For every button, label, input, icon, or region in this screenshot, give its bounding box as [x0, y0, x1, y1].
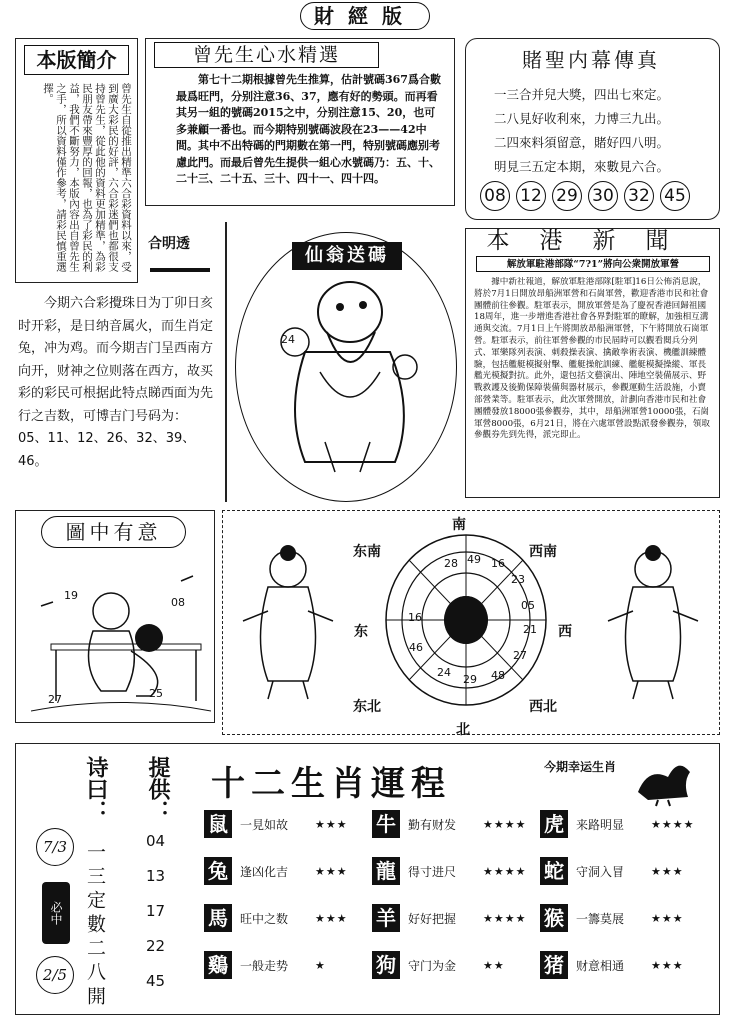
intro-title: 本版簡介	[24, 45, 129, 75]
analysis-text: 今期六合彩攪珠日为丁卯日亥时开彩，是日纳音属火，而生肖定兔，冲为鸡。而今期吉门呈西南方向开，财神之位则落在西方，故买彩的彩民可根据此特点睇西面为先行之吉数，可博吉门号码为：05、11、12、26、32、39、46。	[18, 296, 214, 469]
zodiac-stars: ★★★★	[483, 864, 527, 878]
news-box	[465, 228, 720, 498]
dir-se: 东南	[353, 544, 381, 560]
zodiac-stars: ★★	[483, 958, 505, 972]
news-title: 本港新聞	[486, 228, 699, 254]
provide-numbers	[146, 832, 181, 1007]
provide-label: 提供：	[145, 756, 170, 822]
xianweng-figure	[265, 272, 430, 482]
zodiac-fortune: 得寸进尺	[408, 864, 457, 879]
zodiac-sign: 馬	[204, 904, 232, 932]
secret-line: 二八見好收利來，力博三九出。	[494, 111, 670, 126]
dir-nw: 西北	[529, 699, 557, 715]
zodiac-fortune: 勤有财发	[408, 817, 457, 832]
dir-e: 东	[354, 624, 368, 640]
zodiac-sign: 狗	[372, 951, 400, 979]
bottom-box	[15, 743, 720, 1015]
zodiac-fortune: 好好把握	[408, 911, 457, 926]
zodiac-stars: ★★★	[651, 864, 684, 878]
lucky-label: 今期幸运生肖	[544, 760, 617, 774]
secret-box	[465, 38, 720, 220]
zodiac-sign: 羊	[372, 904, 400, 932]
number-ball: 08	[480, 181, 510, 211]
picture-title: 圖中有意	[41, 516, 186, 548]
zodiac-sign: 猴	[540, 904, 568, 932]
picture-number: 25	[149, 687, 163, 700]
zeng-box	[145, 38, 455, 206]
compass-number: 29	[463, 673, 477, 686]
zodiac-fortune: 财意相通	[576, 958, 625, 973]
dir-sw: 西南	[529, 544, 557, 560]
picture-number: 27	[48, 693, 62, 706]
zodiac-sign: 龍	[372, 857, 400, 885]
number-ball: 29	[552, 181, 582, 211]
provide-number: 45	[146, 972, 166, 990]
fortune-tag-mark	[150, 258, 210, 272]
compass-number: 48	[491, 669, 505, 682]
dir-w: 西	[558, 624, 572, 640]
zodiac-fortune: 一般走势	[240, 958, 289, 973]
zeng-title: 曾先生心水精選	[154, 42, 379, 68]
zodiac-sign: 鼠	[204, 810, 232, 838]
rooster-icon	[628, 752, 698, 807]
zodiac-sign: 鷄	[204, 951, 232, 979]
child-right	[603, 541, 703, 701]
zodiac-fortune: 来路明显	[576, 817, 625, 832]
child-left	[238, 541, 338, 701]
news-subtitle: 解放軍駐港部隊“7?1”將向公衆開放軍營	[476, 256, 710, 272]
fortune-tag: 合明透	[148, 236, 190, 252]
bubble-bottom: 2/5	[36, 956, 74, 994]
xianweng-number: 24	[281, 333, 295, 346]
zodiac-stars: ★★★★	[483, 911, 527, 925]
zodiac-stars: ★★★	[651, 958, 684, 972]
zodiac-stars: ★★★★	[483, 817, 527, 831]
intro-box	[15, 38, 138, 283]
provide-number: 22	[146, 937, 166, 955]
dir-s: 南	[452, 517, 466, 533]
bubble-top: 7/3	[36, 828, 74, 866]
zodiac-stars: ★	[315, 958, 326, 972]
zodiac-stars: ★★★	[651, 911, 684, 925]
zodiac-sign: 牛	[372, 810, 400, 838]
zodiac-fortune: 守洞入冒	[576, 864, 625, 879]
zodiac-stars: ★★★	[315, 817, 348, 831]
compass-number: 28	[444, 557, 458, 570]
zodiac-title: 十二生肖運程	[211, 764, 451, 804]
picture-number: 08	[171, 596, 185, 609]
secret-line: 一三合并兒大獎，四出七來定。	[494, 87, 670, 102]
zodiac-sign: 蛇	[540, 857, 568, 885]
provide-number: 13	[146, 867, 166, 885]
intro-text: 曾先生自從推出精準六合彩資料以來，受到廣大彩民的好評，六合彩迷們也都很支持曾先生，從此他的資料更加精準，為彩民朋友帶來豐厚的回報，也為了彩民的利益，我們不斷努力，本版內容出自曾先生之手，所以資料僅作參考，請彩民慎重選擇。	[42, 83, 132, 272]
poem-label: 诗曰：	[83, 756, 108, 822]
arrow-label: 必中	[42, 882, 70, 944]
zodiac-stars: ★★★	[315, 864, 348, 878]
compass-number: 24	[437, 666, 451, 679]
compass-number: 23	[511, 573, 525, 586]
compass-number: 05	[521, 599, 535, 612]
compass-number: 21	[523, 623, 537, 636]
secret-lines	[494, 83, 704, 179]
secret-title: 賭聖内幕傳真	[522, 48, 660, 72]
secret-line: 明見三五定本期，來數見六合。	[494, 159, 670, 174]
secret-balls	[480, 181, 715, 211]
dir-n: 北	[456, 722, 470, 738]
news-text: 據中新社報道，解放軍駐港部隊[駐軍]16日公佈消息說，將於7月1日開放昂船洲軍營和石崗軍營，歡迎香港市民和社會團體前往參觀。駐軍表示，開放軍營是為了慶祝香港回歸祖國18周年，進一步增進香港社會各界對駐軍的瞭解，加強相互溝通與交流。7月1日上午將開放昂船洲軍營，下午將開放石崗軍營。駐軍表示，前往軍營參觀的市民屆時可以觀看閱兵分列式、軍樂隊列表演、刺殺操表演、擒敵拳術表演、機艦訓練體驗，包括艦艇模擬射擊、艦艇操舵訓練、艦艇模擬操縱、軍長艦光模擬對抗。此外，還包括文藝演出、陣地空裝備展示、野戰救護及後勤保障裝備與器材展示，參觀運動生活設施，小賣部營業等。駐軍表示，此次軍營開放，計劃向香港市民和社會團體發放18000張參觀券，其中，昂船洲軍營10000張，石崗軍營8000張，6月21日，將在六處軍營設點派發參觀券，領取參觀券先到先得，派完即止。	[474, 277, 710, 441]
zeng-text: 第七十二期根據曾先生推算，估計號碼367爲合數最爲旺門，分别注意36、37，應有好的勢頭。而再看其另一組的號碼2015之中，分别注意15、20，也可多兼顧一番也。而今期特别號碼波段在23——42中間。其中不出特碼的門期數在第一門，特别號碼應别考慮此門。而最后曾先生提供一組心水號碼乃：五、十、二十三、二十五、三十、四十一、四十四。	[176, 73, 441, 185]
zodiac-fortune: 一見如故	[240, 817, 289, 832]
compass-number: 46	[409, 641, 423, 654]
masthead-title: 財經版	[300, 2, 430, 30]
dir-ne: 东北	[353, 699, 381, 715]
number-ball: 32	[624, 181, 654, 211]
xianweng-title: 仙翁送碼	[292, 242, 402, 270]
number-ball: 45	[660, 181, 690, 211]
picture-box	[15, 510, 215, 723]
provide-number: 17	[146, 902, 166, 920]
secret-line: 二四來料須留意，賭好四八明。	[494, 135, 670, 150]
compass-box	[222, 510, 720, 738]
compass-number: 16	[408, 611, 422, 624]
zodiac-sign: 虎	[540, 810, 568, 838]
zodiac-fortune: 旺中之数	[240, 911, 289, 926]
zodiac-sign: 兔	[204, 857, 232, 885]
picture-number: 19	[64, 589, 78, 602]
zodiac-stars: ★★★	[315, 911, 348, 925]
zodiac-fortune: 逢凶化吉	[240, 864, 289, 879]
zodiac-stars: ★★★★	[651, 817, 695, 831]
zodiac-fortune: 守门为金	[408, 958, 457, 973]
compass-number: 49	[467, 553, 481, 566]
divider	[225, 222, 227, 502]
zodiac-sign: 猪	[540, 951, 568, 979]
compass-number: 16	[491, 557, 505, 570]
compass-number: 27	[513, 649, 527, 662]
number-ball: 12	[516, 181, 546, 211]
provide-number: 04	[146, 832, 166, 850]
poem-verse: 一三定數二八開	[84, 842, 106, 1010]
zodiac-fortune: 一籌莫展	[576, 911, 625, 926]
number-ball: 30	[588, 181, 618, 211]
